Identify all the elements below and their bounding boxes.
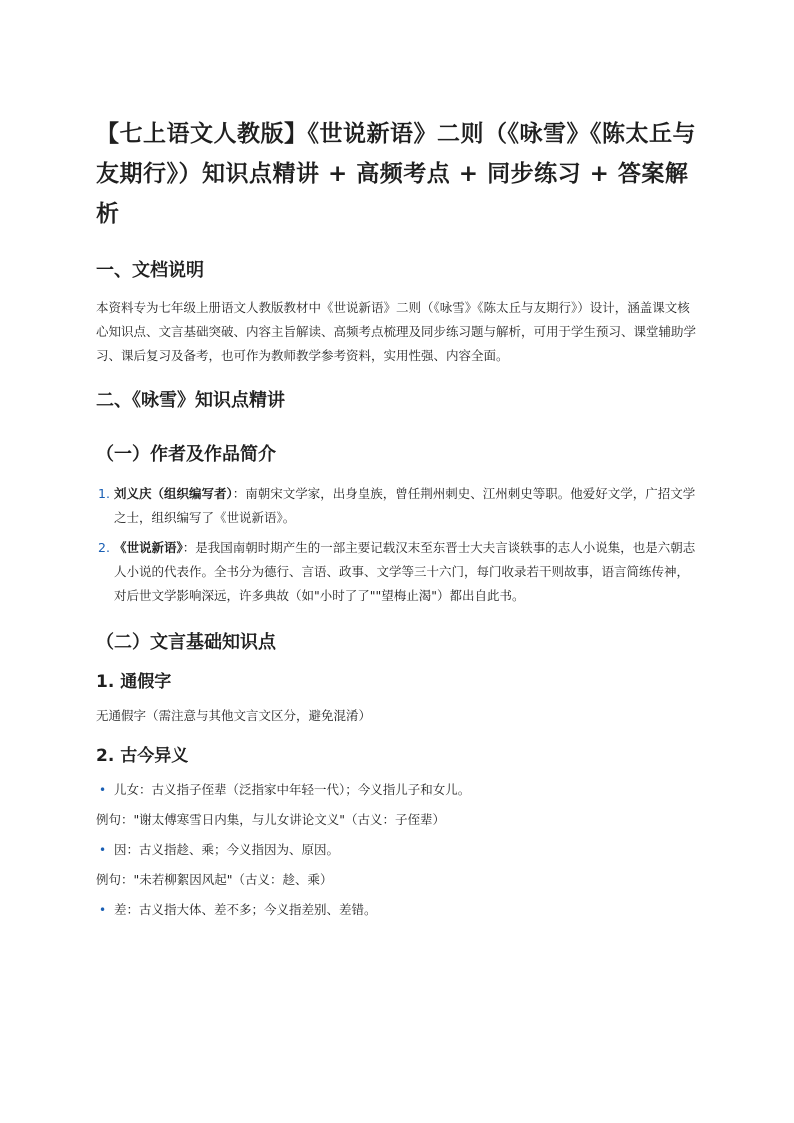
list-item: [96, 838, 700, 862]
section-heading-yongxue: 二、《咏雪》知识点精讲: [96, 390, 285, 411]
author-intro-list: [96, 482, 700, 608]
subsection-heading-author-intro: （一）作者及作品简介: [96, 444, 276, 465]
tongjiazi-paragraph: 无通假字（需注意与其他文言文区分，避免混淆）: [96, 708, 372, 723]
list-item: [96, 778, 700, 802]
section-heading-document-description: 一、文档说明: [96, 260, 204, 281]
list-item: [96, 898, 700, 922]
list-item: [96, 482, 700, 530]
list-item-term: 《世说新语》: [114, 540, 183, 555]
list-item-text: ：南朝宋文学家，出身皇族，曾任荆州刺史、江州刺史等职。他爱好文学，广招文学之士，组织编写了《世说新语》。: [114, 486, 696, 525]
example-sentence: 例句："谢太傅寒雪日内集，与儿女讲论文义"（古义：子侄辈）: [96, 812, 446, 827]
list-item-text: 儿女：古义指子侄辈（泛指家中年轻一代）；今义指儿子和女儿。: [114, 782, 471, 797]
topic-heading-tongjiazi: 1. 通假字: [96, 672, 172, 692]
topic-heading-gujin-yiyi: 2. 古今异义: [96, 746, 189, 766]
gujin-yiyi-list: [96, 778, 700, 802]
document-title: 【七上语文人教版】《世说新语》二则（《咏雪》《陈太丘与友期行》）知识点精讲 + 高频考点 + 同步练习 + 答案解析: [96, 121, 696, 227]
list-item: [96, 536, 700, 608]
document-page: [96, 114, 700, 922]
gujin-yiyi-list: [96, 838, 700, 862]
list-item-text: 差：古义指大体、差不多；今义指差别、差错。: [114, 902, 377, 917]
example-sentence: 例句："未若柳絮因风起"（古义：趁、乘）: [96, 872, 333, 887]
bullet-icon: •: [99, 903, 107, 917]
document-description-paragraph: 本资料专为七年级上册语文人教版教材中《世说新语》二则（《咏雪》《陈太丘与友期行》）设计，涵盖课文核心知识点、文言基础突破、内容主旨解读、高频考点梳理及同步练习题与解析，可用于学生预习、课堂辅助学习、课后复习及备考，也可作为教师教学参考资料，实用性强、内容全面。: [96, 300, 697, 363]
subsection-heading-classical-basics: （二）文言基础知识点: [96, 632, 276, 653]
list-item-term: 刘义庆（组织编写者）: [114, 486, 233, 501]
list-item-text: 因：古义指趁、乘；今义指因为、原因。: [114, 842, 340, 857]
bullet-icon: •: [99, 843, 107, 857]
gujin-yiyi-list: [96, 898, 700, 922]
list-number: 2.: [98, 540, 110, 555]
bullet-icon: •: [99, 783, 107, 797]
list-number: 1.: [98, 486, 110, 501]
list-item-text: ：是我国南朝时期产生的一部主要记载汉末至东晋士大夫言谈轶事的志人小说集，也是六朝志人小说的代表作。全书分为德行、言语、政事、文学等三十六门，每门收录若干则故事，语言简练传神，对后世文学影响深远，许多典故（如"小时了了""望梅止渴"）都出自此书。: [114, 540, 696, 603]
